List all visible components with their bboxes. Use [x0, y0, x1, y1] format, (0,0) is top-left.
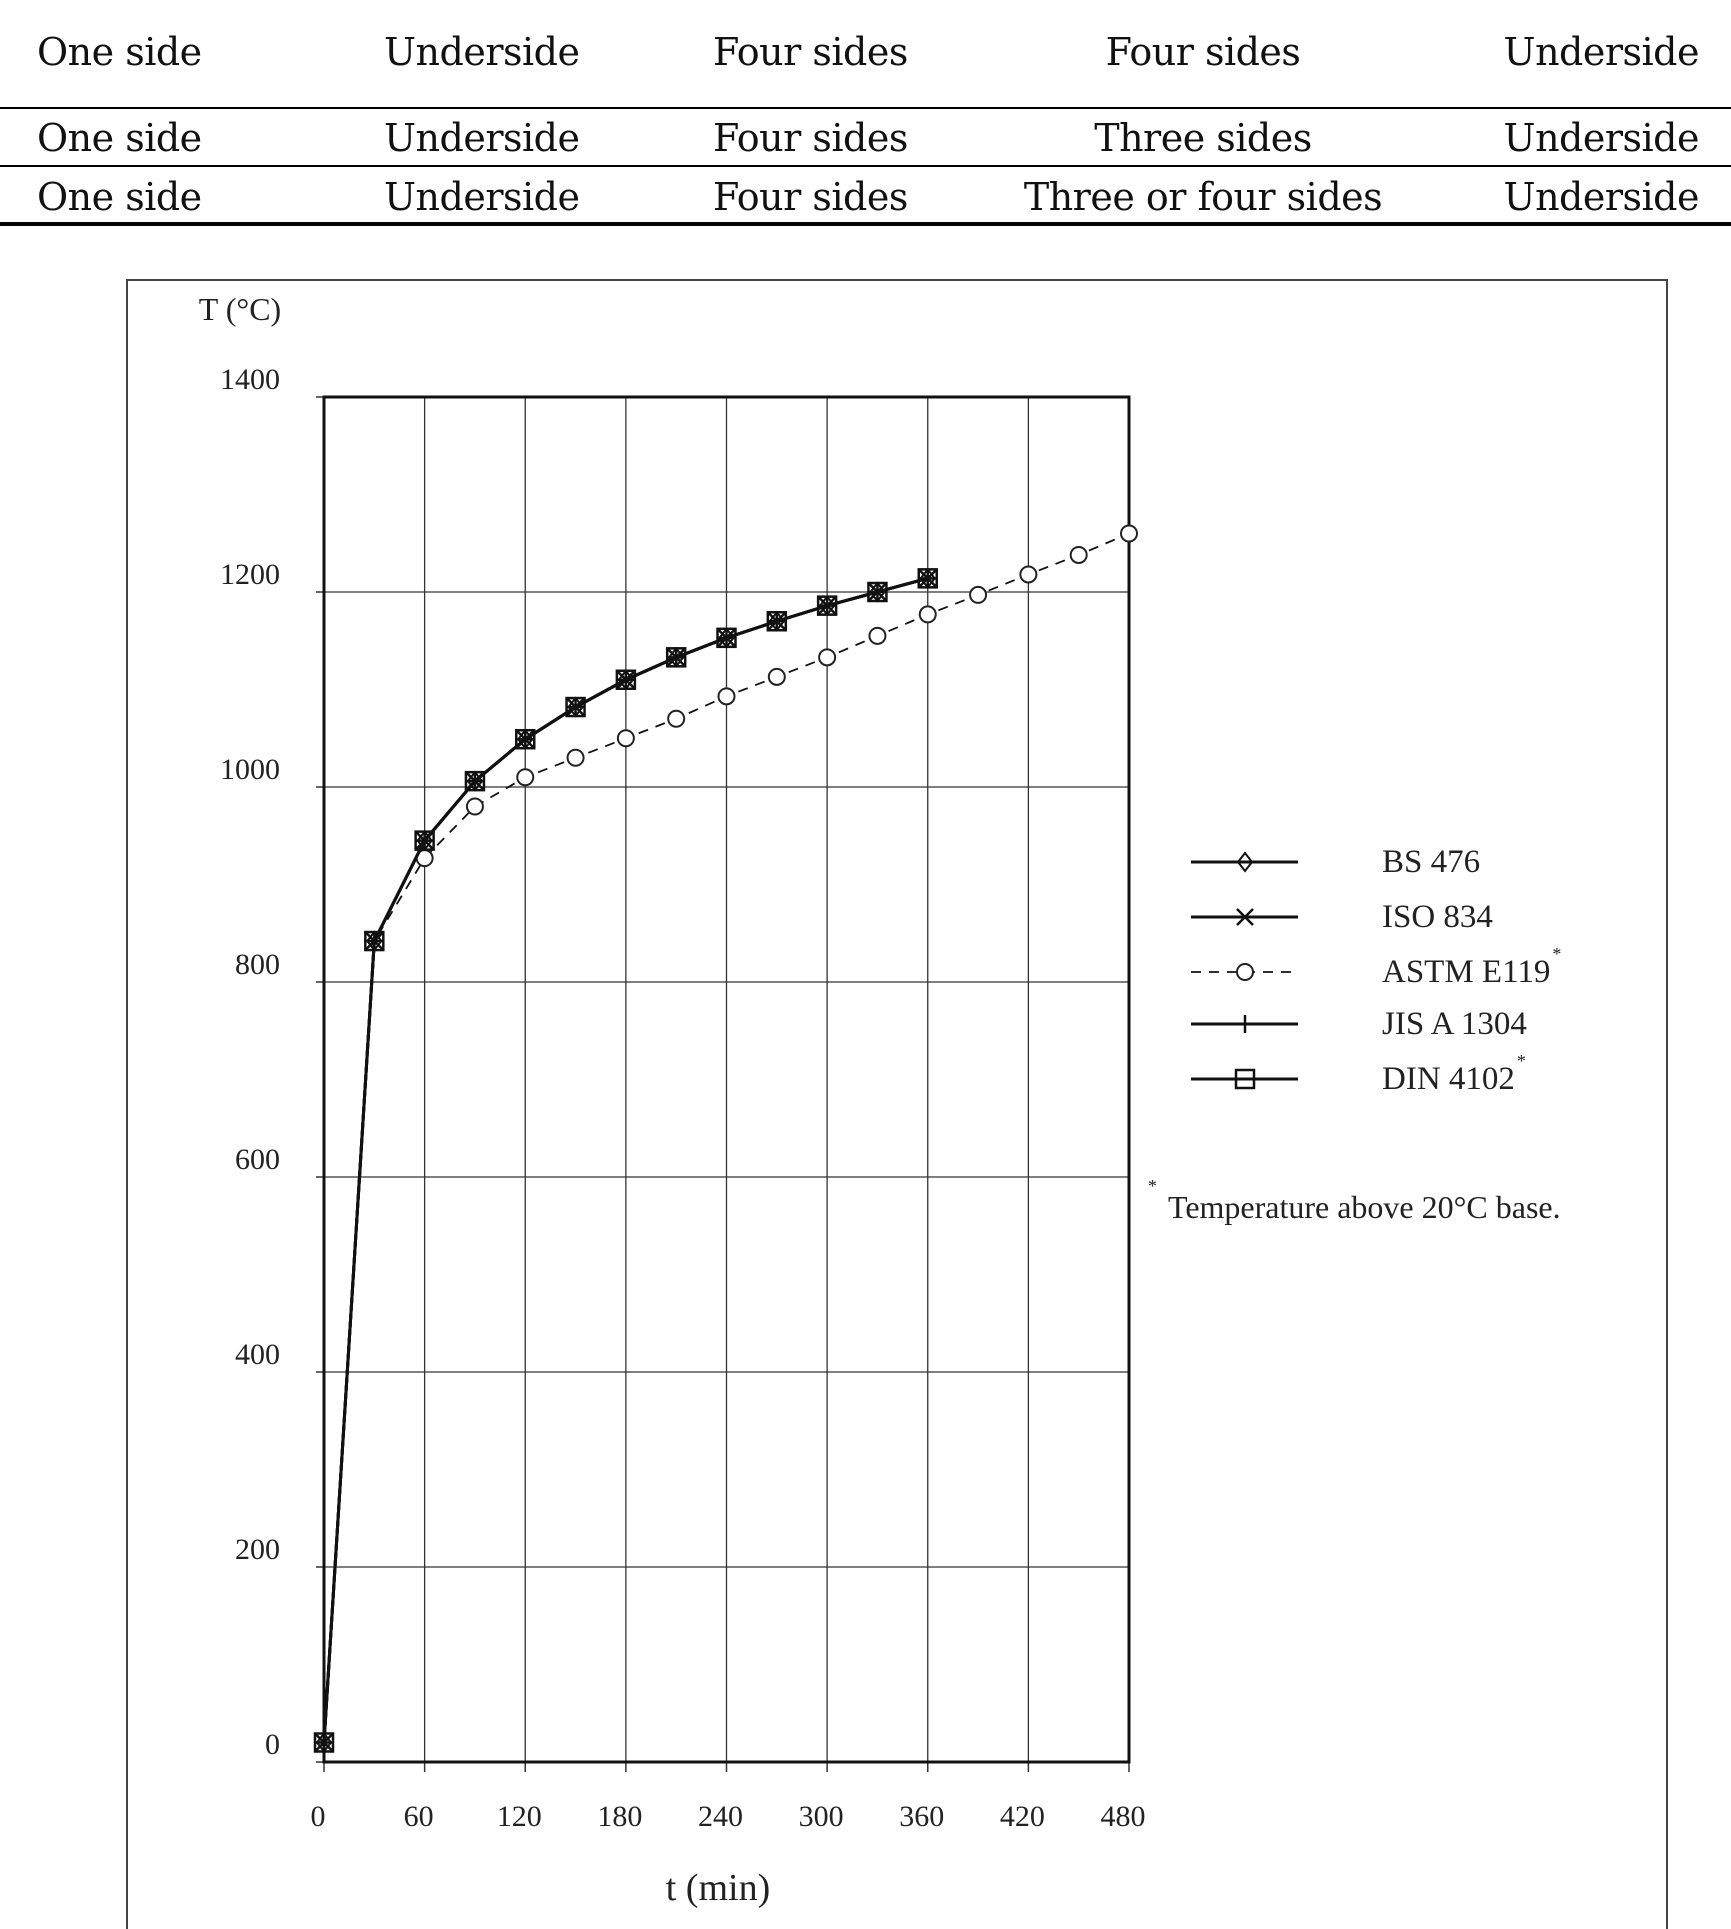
- x-tick-label: 360: [899, 1800, 945, 1833]
- circle-marker: [467, 799, 483, 815]
- table-cell: Underside: [384, 175, 580, 219]
- table-cell: Three sides: [1094, 116, 1312, 160]
- circle-marker: [719, 688, 735, 704]
- circle-marker: [819, 649, 835, 665]
- legend-superscript: *: [1516, 1051, 1526, 1071]
- circle-marker: [970, 587, 986, 603]
- circle-marker: [769, 669, 785, 685]
- plus-marker: [1236, 1015, 1254, 1033]
- x-tick-label: 480: [1100, 1800, 1146, 1833]
- y-tick-label: 0: [265, 1728, 280, 1761]
- circle-marker: [568, 750, 584, 766]
- legend-label: ISO 834: [1382, 899, 1493, 935]
- table-cell: One side: [37, 30, 202, 74]
- table-cell: Underside: [1503, 116, 1699, 160]
- x-axis-label: t (min): [665, 1867, 771, 1909]
- x-tick-label: 240: [698, 1800, 743, 1833]
- table-cell: Four sides: [1105, 30, 1301, 74]
- y-axis-label: T (°C): [198, 291, 282, 327]
- table-cell: Underside: [1503, 30, 1699, 74]
- y-tick-label: 400: [235, 1338, 280, 1371]
- table-cell: Underside: [384, 116, 580, 160]
- x-tick-label: 120: [496, 1800, 542, 1833]
- chart-frame: [127, 280, 1667, 1929]
- legend-label: ASTM E119: [1382, 954, 1551, 990]
- footnote: Temperature above 20°C base.: [1168, 1189, 1561, 1225]
- series-astm-e119: [324, 526, 1137, 1743]
- x-tick-label: 420: [999, 1800, 1045, 1833]
- table-cell: Four sides: [713, 116, 908, 160]
- x-tick-label: 0: [310, 1800, 326, 1833]
- table-cell: One side: [37, 175, 202, 219]
- footnote-mark: *: [1148, 1176, 1157, 1196]
- legend-label: JIS A 1304: [1382, 1006, 1527, 1042]
- circle-marker: [517, 769, 533, 785]
- circle-marker: [1121, 526, 1137, 542]
- circle-marker: [668, 711, 684, 727]
- x-tick-label: 300: [798, 1800, 844, 1833]
- y-tick-label: 600: [235, 1143, 280, 1176]
- table-cell: One side: [37, 116, 202, 160]
- circle-marker: [869, 628, 885, 644]
- x-tick-label: 60: [403, 1800, 434, 1833]
- table-cell: Four sides: [713, 30, 908, 74]
- legend-label: DIN 4102: [1382, 1061, 1515, 1097]
- circle-marker: [618, 730, 634, 746]
- circle-marker: [1237, 964, 1253, 980]
- circle-marker: [1071, 547, 1087, 563]
- legend-label: BS 476: [1382, 844, 1481, 880]
- y-tick-label: 1200: [220, 558, 280, 591]
- table-cell: Underside: [384, 30, 580, 74]
- x-tick-label: 180: [597, 1800, 643, 1833]
- table-cell: Four sides: [713, 175, 908, 219]
- table-cell: Underside: [1503, 175, 1699, 219]
- legend-superscript: *: [1552, 944, 1562, 964]
- y-tick-label: 200: [235, 1533, 280, 1566]
- circle-marker: [920, 606, 936, 622]
- y-tick-label: 1000: [220, 753, 280, 786]
- y-tick-label: 1400: [220, 363, 280, 396]
- table-cell: Three or four sides: [1023, 175, 1383, 219]
- y-tick-label: 800: [235, 948, 280, 981]
- circle-marker: [1020, 566, 1036, 582]
